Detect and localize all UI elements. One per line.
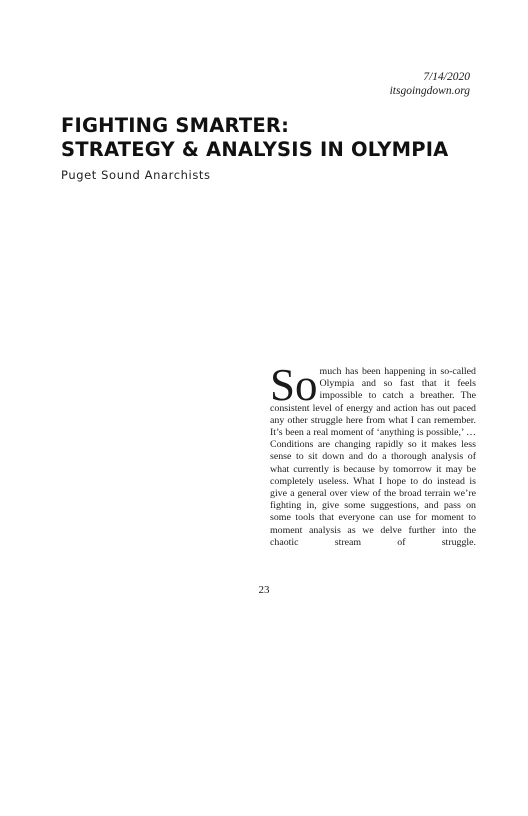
article-body	[270, 360, 476, 549]
source-site: itsgoingdown.org	[389, 85, 470, 97]
title-line-1: FIGHTING SMARTER:	[61, 114, 290, 137]
author-name: Puget Sound Anarchists	[61, 168, 211, 182]
page-number: 23	[258, 584, 270, 596]
drop-cap: So	[270, 360, 318, 410]
article-meta	[390, 70, 470, 98]
title-line-2: STRATEGY & ANALYSIS IN OLYMPIA	[61, 138, 449, 161]
article-title	[61, 114, 448, 162]
body-paragraph: much has been happening in so-called Olympia and so fast that it feels impossible to catch a breather. The consistent level of energy and action has out paced any other struggle here from what I can remember. It’s been a real moment of ‘anything is possible,’ … Conditions are changing rapidly so it makes less sense to sit down and do a thorough analysis of what currently is because by tomorrow it may be completely useless. What I hope to do instead is give a general over view of the broad terrain we’re fighting in, give some suggestions, and pass on some tools that everyone can use for moment to moment analysis as we delve further into the chaotic stream of struggle.	[270, 366, 476, 548]
publish-date: 7/14/2020	[423, 71, 470, 83]
